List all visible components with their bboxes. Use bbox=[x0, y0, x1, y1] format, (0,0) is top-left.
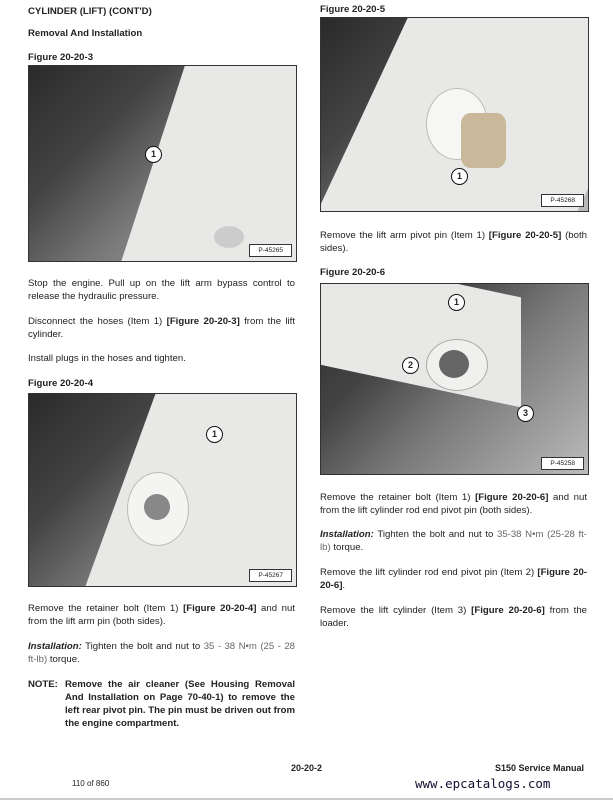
figure-20-20-3-photo bbox=[28, 65, 297, 262]
page-number: 20-20-2 bbox=[291, 763, 323, 773]
figure-caption: Figure 20-20-5 bbox=[320, 4, 386, 15]
note-text: Remove the air cleaner (See Housing Removal And Installation on Page 70-40-1) to remove the left rear pivot pin. The pin must be driven out from the engine compartment. bbox=[65, 679, 295, 729]
paragraph: Installation: Tighten the bolt and nut to 35-38 N•m (25-28 ft-lb) torque. bbox=[320, 529, 587, 553]
paragraph: Installation: Tighten the bolt and nut to 35 - 38 N•m (25 - 28 ft-lb) torque. bbox=[28, 641, 295, 665]
subsection-title: Removal And Installation bbox=[28, 28, 143, 39]
figure-20-20-6-photo bbox=[320, 283, 589, 475]
figure-tag: P-45268 bbox=[541, 194, 584, 207]
manual-title: S150 Service Manual bbox=[495, 763, 585, 773]
paragraph: Install plugs in the hoses and tighten. bbox=[28, 353, 186, 364]
paragraph: Stop the engine. Pull up on the lift arm bypass control to release the hydraulic pressure. bbox=[28, 278, 295, 302]
callout-1: 1 bbox=[206, 426, 223, 443]
figure-link[interactable]: [Figure 20-20-6] bbox=[320, 567, 587, 591]
figure-link[interactable]: [Figure 20-20-4] bbox=[183, 603, 257, 614]
page-count: 110 of 860 bbox=[72, 779, 110, 788]
figure-link[interactable]: [Figure 20-20-3] bbox=[166, 316, 240, 327]
callout-2: 2 bbox=[402, 357, 419, 374]
callout-1: 1 bbox=[451, 168, 468, 185]
callout-3: 3 bbox=[517, 405, 534, 422]
paragraph: Disconnect the hoses (Item 1) [Figure 20-20-3] from the lift cylinder. bbox=[28, 316, 295, 340]
figure-20-20-5-photo bbox=[320, 17, 589, 212]
torque-link[interactable]: 35 - 38 N•m (25 - 28 ft-lb) bbox=[28, 641, 295, 665]
figure-caption: Figure 20-20-3 bbox=[28, 52, 94, 63]
paragraph: Remove the lift arm pivot pin (Item 1) [Figure 20-20-5] (both sides). bbox=[320, 230, 587, 254]
figure-link[interactable]: [Figure 20-20-6] bbox=[471, 605, 545, 616]
paragraph: Remove the retainer bolt (Item 1) [Figure 20-20-4] and nut from the lift arm pin (both sides). bbox=[28, 603, 295, 627]
section-title: CYLINDER (LIFT) (CONT'D) bbox=[28, 6, 152, 17]
paragraph: Remove the lift cylinder rod end pivot pin (Item 2) [Figure 20-20-6]. bbox=[320, 567, 587, 591]
figure-tag: P-45267 bbox=[249, 569, 292, 582]
figure-tag: P-45265 bbox=[249, 244, 292, 257]
callout-1: 1 bbox=[448, 294, 465, 311]
figure-caption: Figure 20-20-4 bbox=[28, 378, 94, 389]
figure-tag: P-45258 bbox=[541, 457, 584, 470]
figure-20-20-4-photo bbox=[28, 393, 297, 587]
figure-link[interactable]: [Figure 20-20-5] bbox=[488, 230, 562, 241]
website-watermark[interactable]: www.epcatalogs.com bbox=[415, 776, 551, 791]
paragraph: Remove the lift cylinder (Item 3) [Figure 20-20-6] from the loader. bbox=[320, 605, 587, 629]
paragraph: Remove the retainer bolt (Item 1) [Figure 20-20-6] and nut from the lift cylinder rod end pivot pin (both sides). bbox=[320, 492, 587, 516]
figure-caption: Figure 20-20-6 bbox=[320, 267, 386, 278]
torque-link[interactable]: 35-38 N•m (25-28 ft-lb) bbox=[320, 529, 587, 553]
figure-link[interactable]: [Figure 20-20-6] bbox=[475, 492, 549, 503]
callout-1: 1 bbox=[145, 146, 162, 163]
page-divider bbox=[0, 798, 613, 800]
note-label: NOTE: bbox=[28, 679, 58, 690]
